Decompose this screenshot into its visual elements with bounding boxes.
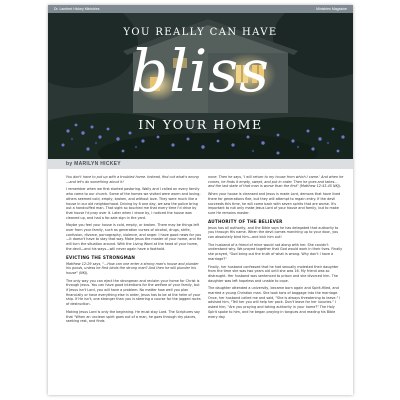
header-section-text: Dr. Lambert Hickey Ministries bbox=[54, 7, 100, 11]
article-paragraph: Finally, her husband confessed that he had sexually molested their daughter from the time she was two years old until she was 16. My friend was so distraught. Her husband was sentenced to prison and she divorced him. The daughter was left hopeless and unable to cope. bbox=[208, 264, 339, 283]
article-paragraph: Making Jesus Lord is only the beginning. He must stay Lord. The Scriptures say that "When an unclean spirit goes out of a man, he goes through dry places, seeking rest, and finds bbox=[66, 309, 200, 324]
article-paragraph: I remember when we first started pastoring. Wally and I called on every family who came to our church. Some of the homes we visited were warm and loving; others seemed cold, empty, broken, and without love. They were much like a house in our old neighborhood. Driving by it one day, we saw the police bring out a handcuffed man. That sight so touched me that every time I'd drive by that house I'd pray over it. Later when I drove by, I noticed the house was cleaned up, and had a for-sale sign in the yard. bbox=[66, 187, 201, 220]
article-paragraph: When your house is cleansed and Jesus is made Lord, demons that have lived there for generations flee, but they will attempt to regain entry. If the devil succeeds this time, he will come back with seven spirits that are worse. It's important to not only make Jesus Lord of your house and family, but to make sure He remains master. bbox=[208, 192, 341, 215]
author-byline: by MARILYN HICKEY bbox=[66, 160, 121, 167]
article-paragraph: Maybe you feel your house is cold, empty, or broken. There may be things left over from your family, such as generation curses of alcohol, drugs, strife, confusion, divorce, pornography, violence, and anger. I have good news for you—it doesn't have to stay that way. Make Jesus the master of your home, and He will turn the situation around. With the Living Word at the head of your home, the devil—and his ways—will never again have a foothold. bbox=[66, 223, 202, 251]
article-intro: You don't have to put up with a troubled home. Instead, find out what's wrong—and let's do something about it! bbox=[66, 175, 199, 184]
article-column-left bbox=[66, 175, 202, 327]
title-line-3: IN YOUR HOME bbox=[138, 117, 263, 132]
article-paragraph: The only way you can eject the strongman and reclaim your home for Christ is through Jesus. You can have good intentions for the welfare of your family, but if Jesus isn't Lord, you will have a problem. No matter how well you plan financially or have everything else in order, Jesus has to be at the helm of your ship. If He isn't, one stronger than you is steering a course for the jagged rocks of destruction. bbox=[66, 278, 201, 307]
byline-band bbox=[48, 159, 353, 169]
article-paragraph: The daughter attended a university, became born again and Spirit-filled, and married a young Christian man. She took tons of baggage into the marriage. Once, her husband called me and said, "She is always threatening to leave." I advised him, "Tell her you will help her pack. Don't leave for her luxuries." I asked him, "Are you praying and taking authority in your home?" The Holy Spirit spoke to him, and he began praying in tongues and reading his Bible every day. bbox=[208, 286, 341, 319]
hero-image bbox=[48, 13, 353, 159]
magazine-page bbox=[48, 5, 353, 395]
header-issue-text: Ministries Magazine bbox=[316, 7, 347, 11]
scripture-quote: Matthew 12:29 says, "…How can one enter a strong man's house and plunder his goods, unless he first binds the strong man? And then he will plunder his house" (NKJ). bbox=[66, 261, 199, 275]
article-paragraph: Jesus has all authority, and the Bible says he has delegated that authority to you through His name. When the devil comes marching up to your door, you can absolutely bind him—and kick him out! bbox=[208, 225, 339, 240]
title-line-1: YOU REALLY CAN HAVE bbox=[123, 27, 278, 38]
article-paragraph: The husband of a friend of mine would not along with her. She couldn't understand why. We prayed together that God would work in their lives. Finally she prayed, "God bring out the truth of what is wrong. Why don't I have a marriage?" bbox=[208, 242, 343, 261]
title-bliss: bliss bbox=[131, 37, 270, 105]
section-heading: EVICTING THE STRONGMAN bbox=[66, 254, 136, 260]
article-column-right bbox=[208, 175, 344, 322]
page-header-bar bbox=[48, 5, 353, 13]
scripture-quote: none. Then he says, 'I will return to my house from which I came.' And when he comes, he finds it empty, swept, and put in order. Then he goes and takes… and the last state of that man is worse than the first" (Matthew 12:43-45 NKJ). bbox=[208, 175, 344, 189]
section-heading: AUTHORITY OF THE BELIEVER bbox=[208, 218, 283, 224]
